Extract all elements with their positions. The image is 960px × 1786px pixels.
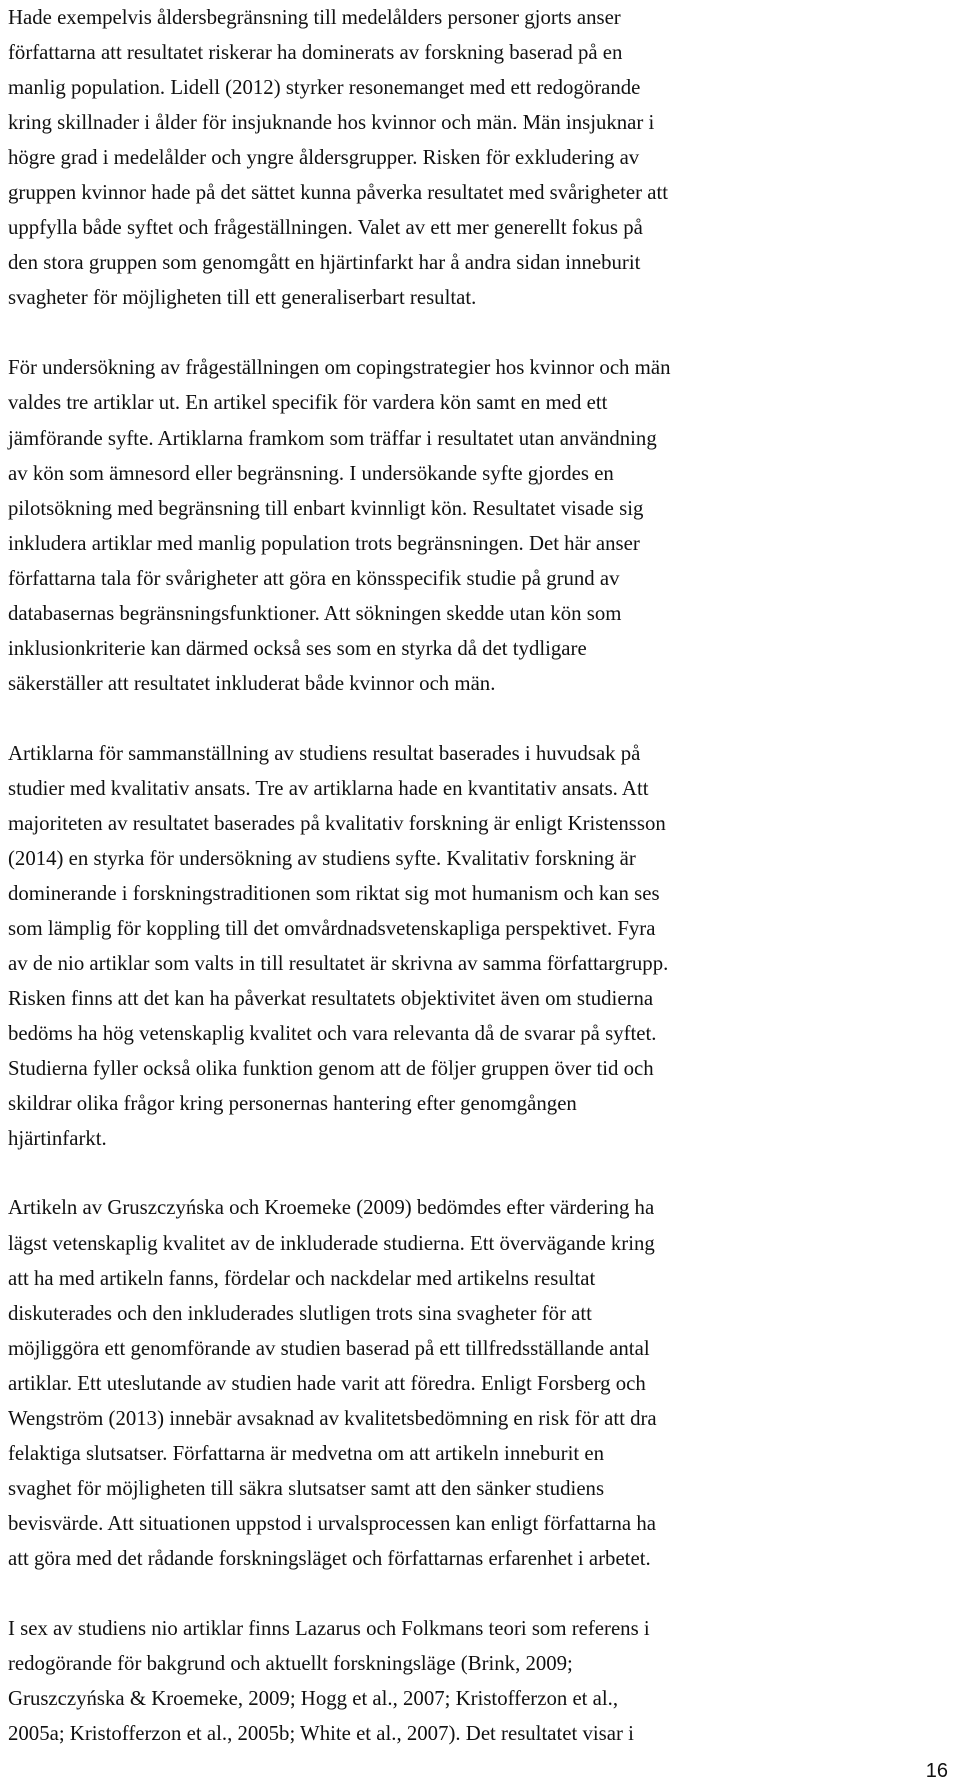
text-line: Studierna fyller också olika funktion genom att de följer gruppen över tid och [8, 1057, 654, 1081]
text-line: Artiklarna för sammanställning av studiens resultat baserades i huvudsak på [8, 741, 641, 765]
text-line: att ha med artikeln fanns, fördelar och nackdelar med artikelns resultat [8, 1266, 596, 1290]
text-line: Artikeln av Gruszczyńska och Kroemeke (2009) bedömdes efter värdering ha [8, 1196, 655, 1220]
text-line: Gruszczyńska & Kroemeke, 2009; Hogg et al., 2007; Kristofferzon et al., [8, 1687, 619, 1711]
text-line: Risken finns att det kan ha påverkat resultatets objektivitet även om studierna [8, 987, 654, 1011]
text-line: valdes tre artiklar ut. En artikel specifik för vardera kön samt en med ett [8, 391, 608, 415]
text-line: redogörande för bakgrund och aktuellt forskningsläge (Brink, 2009; [8, 1652, 573, 1676]
text-line: Hade exempelvis åldersbegränsning till medelålders personer gjorts anser [8, 6, 621, 29]
text-line: För undersökning av frågeställningen om copingstrategier hos kvinnor och män [8, 356, 671, 380]
text-line: bevisvärde. Att situationen uppstod i urvalsprocessen kan enligt författarna ha [8, 1511, 656, 1535]
text-line: Wengström (2013) innebär avsaknad av kvalitetsbedömning en risk för att dra [8, 1406, 657, 1430]
text-line: säkerställer att resultatet inkluderat både kvinnor och män. [8, 671, 496, 695]
text-line: av de nio artiklar som valts in till resultatet är skrivna av samma författargrupp. [8, 952, 669, 976]
text-line: hjärtinfarkt. [8, 1127, 107, 1151]
text-line: svagheter för möjligheten till ett generaliserbart resultat. [8, 286, 477, 310]
text-line: författarna tala för svårigheter att göra en könsspecifik studie på grund av [8, 566, 620, 590]
text-line: (2014) en styrka för undersökning av studiens syfte. Kvalitativ forskning är [8, 847, 636, 871]
paragraph-qualitative-approach [8, 736, 944, 1157]
text-line: att göra med det rådande forskningsläget och författarnas erfarenhet i arbetet. [8, 1546, 651, 1570]
text-line: databasernas begränsningsfunktioner. Att sökningen skedde utan kön som [8, 601, 622, 625]
text-line: skildrar olika frågor kring personernas hantering efter genomgången [8, 1092, 577, 1116]
text-line: lägst vetenskaplig kvalitet av de inkluderade studierna. Ett övervägande kring [8, 1231, 655, 1255]
text-line: den stora gruppen som genomgått en hjärtinfarkt har å andra sidan inneburit [8, 251, 641, 275]
text-line: majoriteten av resultatet baserades på kvalitativ forskning är enligt Kristensson [8, 811, 666, 835]
text-line: av kön som ämnesord eller begränsning. I undersökande syfte gjordes en [8, 461, 614, 485]
text-line: 2005a; Kristofferzon et al., 2005b; White et al., 2007). Det resultatet visar i [8, 1722, 634, 1746]
text-line: jämförande syfte. Artiklarna framkom som träffar i resultatet utan användning [8, 426, 657, 450]
text-line: författarna att resultatet riskerar ha dominerats av forskning baserad på en [8, 41, 623, 65]
text-line: gruppen kvinnor hade på det sättet kunna påverka resultatet med svårigheter att [8, 181, 669, 205]
paragraph-article-quality [8, 1190, 944, 1576]
text-line: felaktiga slutsatser. Författarna är medvetna om att artikeln inneburit en [8, 1441, 604, 1465]
text-line: kring skillnader i ålder för insjuknande hos kvinnor och män. Män insjuknar i [8, 111, 655, 135]
text-line: studier med kvalitativ ansats. Tre av artiklarna hade en kvantitativ ansats. Att [8, 776, 649, 800]
text-line: uppfylla både syftet och frågeställningen. Valet av ett mer generellt fokus på [8, 216, 643, 240]
text-line: som lämplig för koppling till det omvårdnadsvetenskapliga perspektivet. Fyra [8, 917, 656, 941]
text-line: möjliggöra ett genomförande av studien baserad på ett tillfredsställande antal [8, 1336, 650, 1360]
text-line: I sex av studiens nio artiklar finns Lazarus och Folkmans teori som referens i [8, 1616, 650, 1640]
text-line: diskuterades och den inkluderades slutligen trots sina svagheter för att [8, 1301, 592, 1325]
text-line: inkludera artiklar med manlig population trots begränsningen. Det här anser [8, 531, 640, 555]
paragraph-theory-reference [8, 1611, 944, 1751]
text-line: högre grad i medelålder och yngre åldersgrupper. Risken för exkludering av [8, 146, 640, 170]
paragraph-age-limitation [8, 0, 944, 315]
document-body [8, 0, 944, 1751]
paragraph-coping-search [8, 350, 944, 700]
page-number: 16 [925, 1760, 948, 1782]
text-line: pilotsökning med begränsning till enbart kvinnligt kön. Resultatet visade sig [8, 496, 644, 520]
text-line: inklusionkriterie kan därmed också ses som en styrka då det tydligare [8, 636, 587, 660]
text-line: bedöms ha hög vetenskaplig kvalitet och vara relevanta då de svarar på syftet. [8, 1022, 657, 1046]
text-line: artiklar. Ett uteslutande av studien hade varit att föredra. Enligt Forsberg och [8, 1371, 646, 1395]
text-line: dominerande i forskningstraditionen som riktat sig mot humanism och kan ses [8, 882, 660, 906]
text-line: manlig population. Lidell (2012) styrker resonemanget med ett redogörande [8, 76, 641, 100]
text-line: svaghet för möjligheten till säkra slutsatser samt att den sänker studiens [8, 1476, 605, 1500]
